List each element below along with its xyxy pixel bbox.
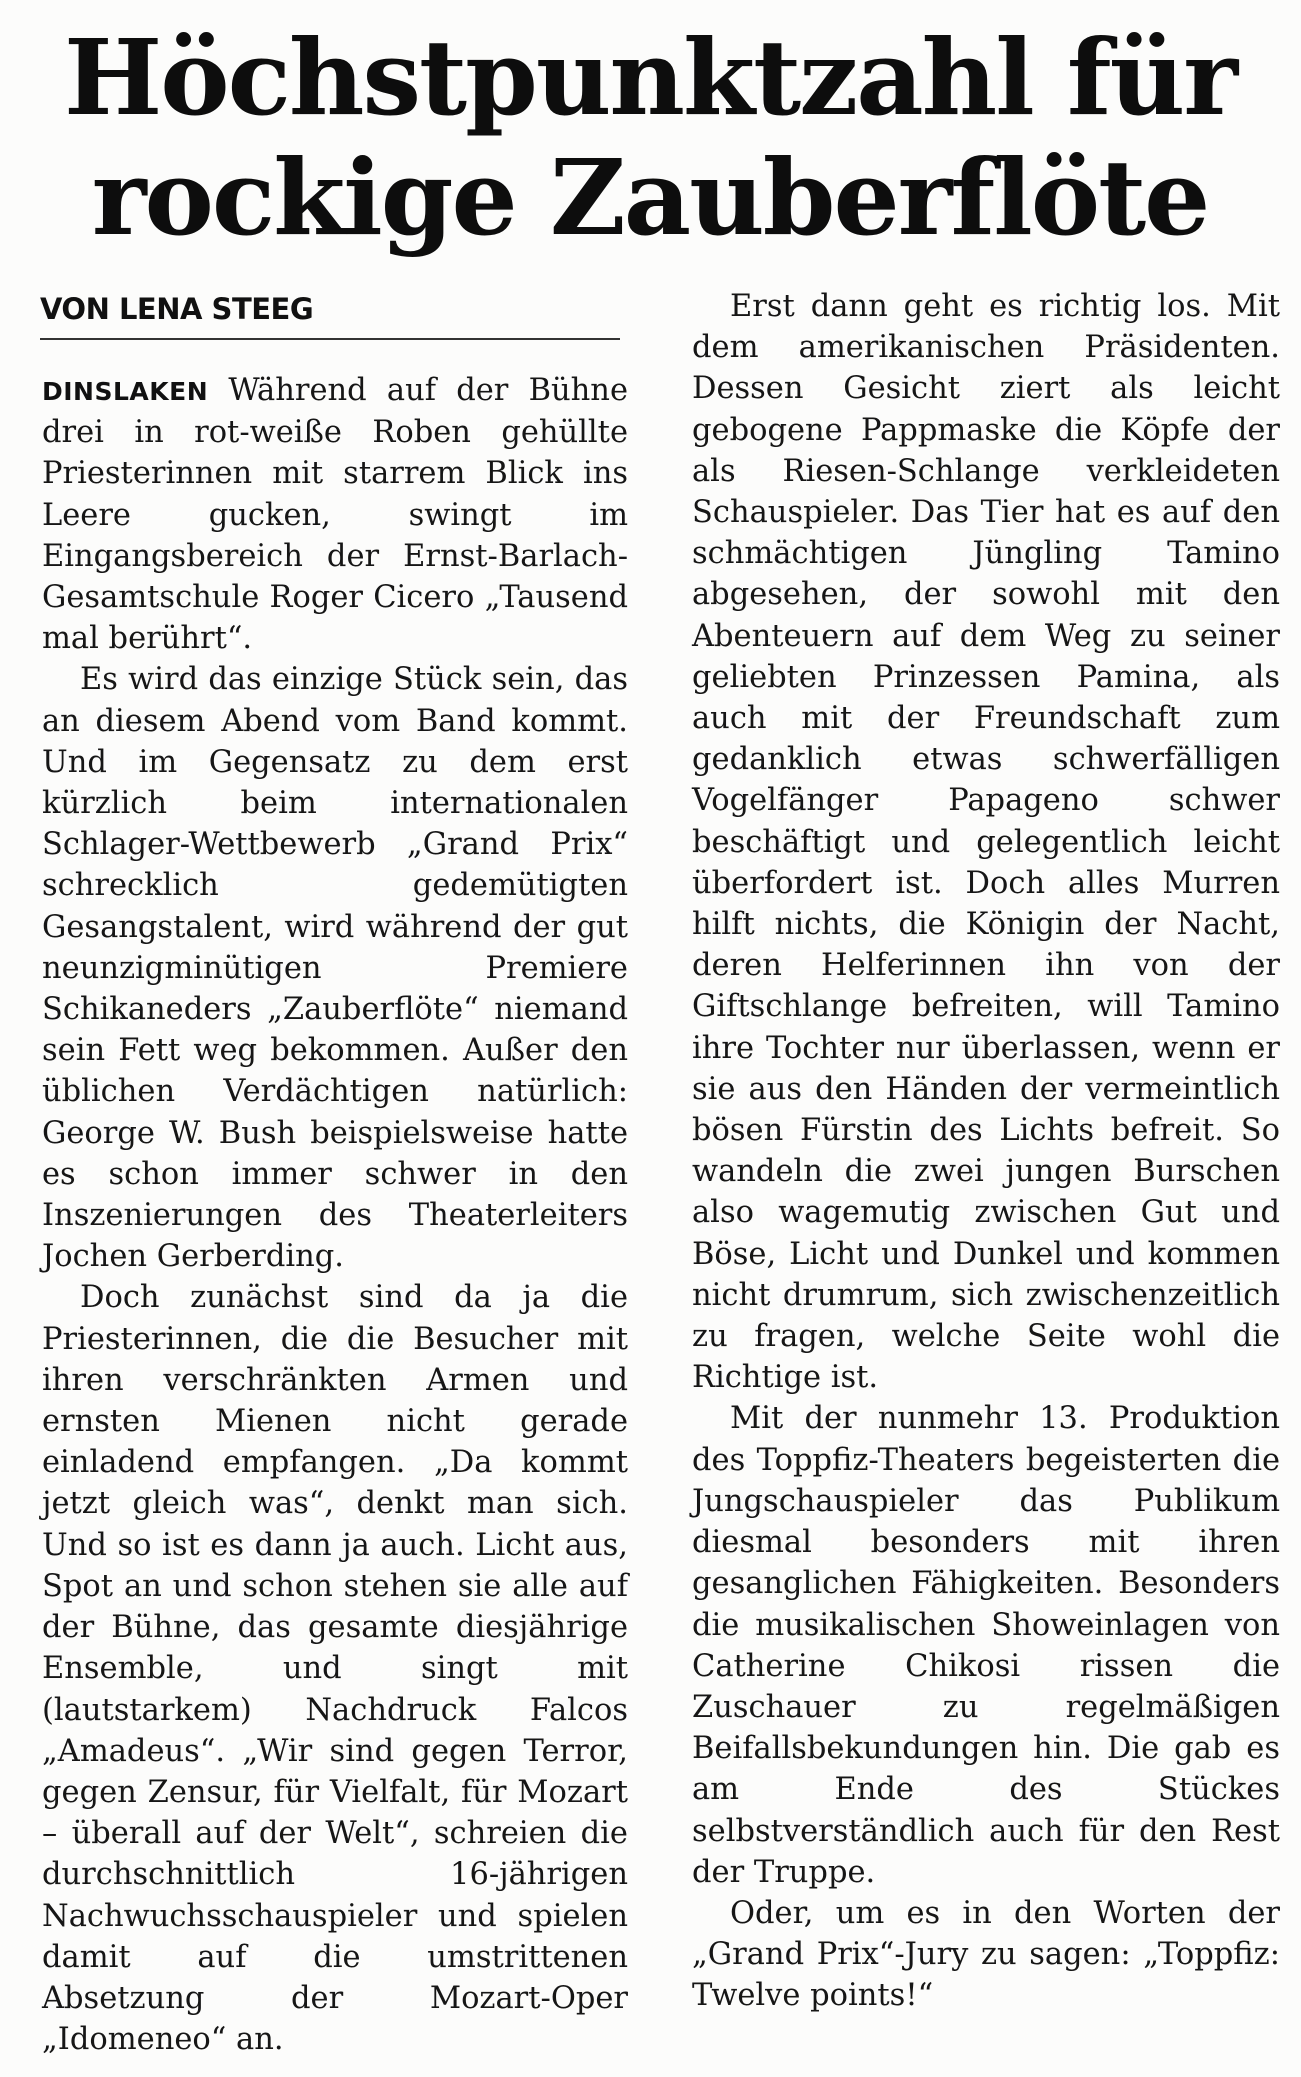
right-paragraph-1: Erst dann geht es richtig los. Mit dem amerikanischen Präsidenten. Dessen Gesicht ziert als leicht gebogene Pappmaske die Köpfe der als Riesen-Schlange verkleideten Schauspieler. Das Tier hat es auf den schmächtigen Jüngling Tamino abgesehen, der sowohl mit den Abenteuern auf dem Weg zu seiner geliebten Prinzessen Pamina, als auch mit der Freundschaft zum gedanklich etwas schwerfälligen Vogelfänger Papageno schwer beschäftigt und gelegentlich leicht überfordert ist. Doch alles Murren hilft nichts, die Königin der Nacht, deren Helferinnen ihn von der Giftschlange befreiten, will Tamino ihre Tochter nur überlassen, wenn er sie aus den Händen der vermeintlich bösen Fürstin des Lichts befreit. So wandeln die zwei jungen Burschen also wagemutig zwischen Gut und Böse, Licht und Dunkel und kommen nicht drumrum, sich zwischenzeitlich zu fragen, welche Seite wohl die Richtige ist.: [692, 289, 1280, 1396]
right-column: [692, 286, 1280, 2017]
dateline: DINSLAKEN: [42, 377, 209, 406]
left-paragraph-1-text: Während auf der Bühne drei in rot-weiße Roben gehüllte Priesterinnen mit starrem Blick ins Leere gucken, swingt im Eingangsbereich der Ernst-Barlach-Gesamtschule Roger Cicero „Tausend mal berührt“.: [42, 373, 628, 657]
headline-line-1: Höchstpunktzahl für: [63, 16, 1237, 139]
left-column: [42, 370, 628, 2060]
headline: [30, 18, 1270, 258]
right-paragraph-2: Mit der nunmehr 13. Produktion des Toppfiz-Theaters begeisterten die Jungschauspieler das Publikum diesmal besonders mit ihren gesanglichen Fähigkeiten. Besonders die musikalischen Showeinlagen von Catherine Chikosi rissen die Zuschauer zu regelmäßigen Beifallsbekundungen hin. Die gab es am Ende des Stückes selbstverständlich auch für den Rest der Truppe.: [692, 1401, 1280, 1890]
left-paragraph-3: Doch zunächst sind da ja die Priesterinnen, die die Besucher mit ihren verschränkten Armen und ernsten Mienen nicht gerade einladend empfangen. „Da kommt jetzt gleich was“, denkt man sich. Und so ist es dann ja auch. Licht aus, Spot an und schon stehen sie alle auf der Bühne, das gesamte diesjährige Ensemble, und singt mit (lautstarkem) Nachdruck Falcos „Amadeus“. „Wir sind gegen Terror, gegen Zensur, für Vielfalt, für Mozart – überall auf der Welt“, schreien die durchschnittlich 16-jährigen Nachwuchsschauspieler und spielen damit auf die umstrittenen Absetzung der Mozart-Oper „Idomeneo“ an.: [42, 1280, 628, 2058]
left-paragraph-1: [42, 370, 628, 659]
left-paragraph-2: Es wird das einzige Stück sein, das an diesem Abend vom Band kommt. Und im Gegensatz zu dem erst kürzlich beim internationalen Schlager-Wettbewerb „Grand Prix“ schrecklich gedemütigten Gesangstalent, wird während der gut neunzigminütigen Premiere Schikaneders „Zauberflöte“ niemand sein Fett weg bekommen. Außer den üblichen Verdächtigen natürlich: George W. Bush beispielsweise hatte es schon immer schwer in den Inszenierungen des Theaterleiters Jochen Gerberding.: [42, 662, 628, 1275]
right-paragraph-3: Oder, um es in den Worten der „Grand Prix“-Jury zu sagen: „Toppfiz: Twelve points!“: [692, 1895, 1280, 2014]
byline-divider: [40, 338, 620, 340]
byline: VON LENA STEEG: [40, 292, 314, 326]
headline-line-2: rockige Zauberflöte: [91, 136, 1209, 259]
